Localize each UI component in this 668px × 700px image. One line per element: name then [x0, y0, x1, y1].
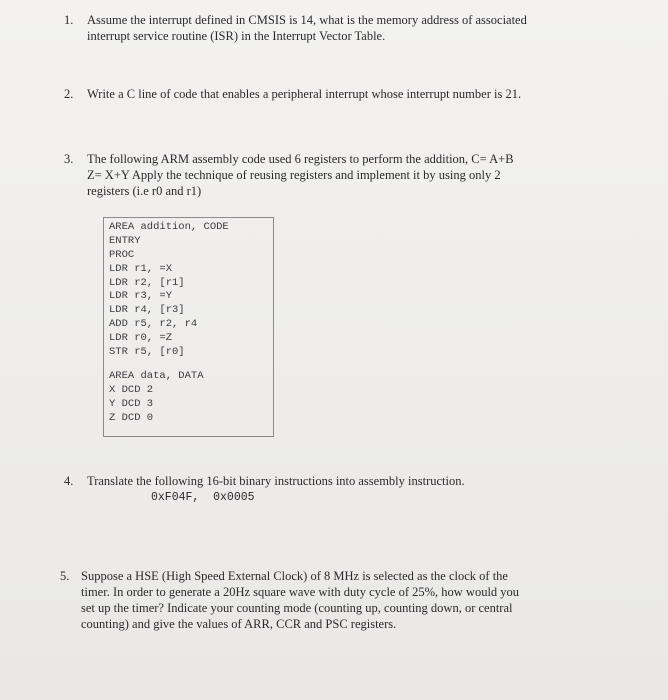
code-line: Y DCD 3: [109, 397, 154, 410]
question-number: 4.: [64, 474, 74, 488]
question-line: Translate the following 16-bit binary instructions into assembly instruction.: [87, 474, 465, 488]
code-line: LDR r1, =X: [109, 262, 173, 275]
code-line: LDR r3, =Y: [109, 290, 173, 303]
code-line: AREA addition, CODE: [109, 221, 229, 233]
question-number: 5.: [60, 569, 70, 583]
question-line: timer. In order to generate a 20Hz square wave with duty cycle of 25%, how would you: [81, 585, 520, 599]
code-line: X DCD 2: [109, 383, 154, 396]
question-text: [87, 151, 514, 199]
code-line: Z DCD 0: [109, 411, 154, 424]
code-line: LDR r0, =Z: [109, 332, 173, 345]
code-line: STR r5, [r0]: [109, 346, 185, 359]
question-number: 1.: [64, 13, 74, 27]
question-text: [81, 568, 519, 632]
assembly-code-block: [103, 217, 274, 437]
question-line: counting) and give the values of ARR, CCR and PSC registers.: [81, 617, 397, 631]
question-line: Z= X+Y Apply the technique of reusing registers and implement it by using only 2: [87, 168, 501, 182]
question-number: 3.: [64, 152, 74, 166]
instruction-hex-codes: 0xF04F, 0x0005: [151, 491, 255, 504]
question-number: 2.: [64, 87, 74, 101]
question-text: [87, 473, 465, 489]
code-line: ENTRY: [109, 234, 141, 247]
question-line: interrupt service routine (ISR) in the Interrupt Vector Table.: [87, 29, 386, 43]
question-line: Suppose a HSE (High Speed External Clock) of 8 MHz is selected as the clock of the: [81, 569, 508, 583]
code-line: LDR r2, [r1]: [109, 276, 185, 289]
question-text: [87, 12, 527, 44]
code-line: ADD r5, r2, r4: [109, 318, 198, 331]
question-line: Assume the interrupt defined in CMSIS is 14, what is the memory address of associated: [87, 13, 527, 27]
question-line: set up the timer? Indicate your counting mode (counting up, counting down, or central: [81, 601, 513, 615]
question-line: The following ARM assembly code used 6 registers to perform the addition, C= A+B: [87, 152, 514, 166]
code-line: AREA data, DATA: [109, 369, 204, 382]
code-line: LDR r4, [r3]: [109, 304, 185, 317]
code-gap: [109, 360, 273, 370]
question-line: Write a C line of code that enables a peripheral interrupt whose interrupt number is 21.: [87, 87, 522, 101]
code-line: PROC: [109, 248, 135, 261]
question-line: registers (i.e r0 and r1): [87, 184, 202, 198]
question-text: [87, 86, 521, 102]
